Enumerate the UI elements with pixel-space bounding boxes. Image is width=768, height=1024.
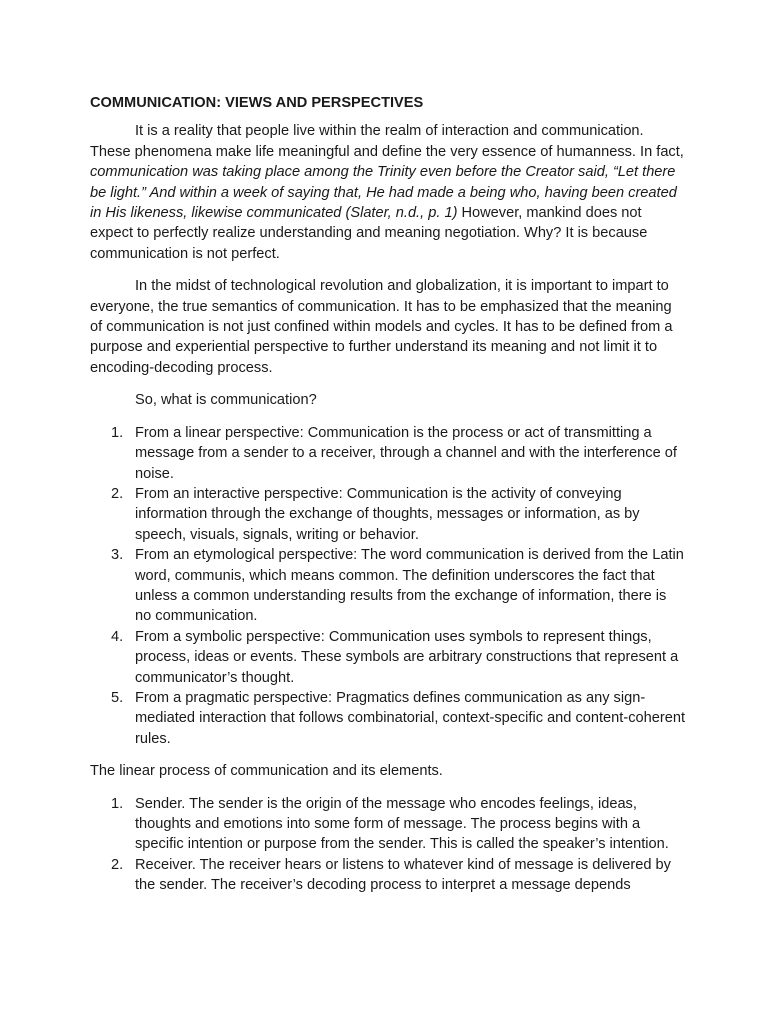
intro-text-a: It is a reality that people live within the realm of interaction and communication. These phenomena make life meaningful and define the very essence of humanness. In fact,	[90, 123, 684, 160]
list-number: 3.	[111, 547, 124, 564]
list-item	[90, 423, 686, 484]
list-item	[90, 688, 686, 749]
elements-list	[90, 794, 686, 896]
list-number: 2.	[111, 856, 124, 873]
intro-text-b: However, mankind does not expect to perfectly realize understanding and meaning negotiation. Why? It is because communication is not perfect.	[90, 205, 648, 262]
document-body	[90, 93, 686, 896]
section-heading: The linear process of communication and its elements.	[90, 763, 443, 780]
intro-paragraph	[90, 121, 686, 264]
list-number: 1.	[111, 795, 124, 812]
intro-citation-italic: communication was taking place among the Trinity even before the Creator said, “Let there be light.” And within a week of saying that, He had made a being who, having been created in His likeness, likewise communicated (Slater, n.d., p. 1)	[90, 164, 677, 222]
list-item-text: From a linear perspective: Communication is the process or act of transmitting a message from a sender to a receiver, through a channel and with the interference of noise.	[135, 424, 677, 482]
list-item	[90, 545, 686, 627]
page-title: COMMUNICATION: VIEWS AND PERSPECTIVES	[90, 95, 424, 111]
list-item	[90, 855, 686, 896]
perspectives-list	[90, 423, 686, 750]
list-item	[90, 484, 686, 545]
list-number: 5.	[111, 689, 124, 706]
list-item-text: From a pragmatic perspective: Pragmatics defines communication as any sign-mediated interaction that follows combinatorial, context-specific and content-coherent rules.	[135, 689, 685, 747]
list-item-text: From an interactive perspective: Communication is the activity of conveying information through the exchange of thoughts, messages or information, as by speech, visuals, signals, writing or behavior.	[135, 485, 640, 543]
list-item	[90, 627, 686, 688]
list-item	[90, 794, 686, 855]
list-number: 4.	[111, 628, 124, 645]
list-item-text: From an etymological perspective: The word communication is derived from the Latin word, communis, which means common. The definition underscores the fact that unless a common understanding results from the exchange of information, there is no communication.	[135, 547, 684, 625]
list-item-text: From a symbolic perspective: Communication uses symbols to represent things, process, ideas or events. These symbols are arbitrary constructions that represent a communicator’s thought.	[135, 628, 679, 686]
second-paragraph: In the midst of technological revolution and globalization, it is important to impart to everyone, the true semantics of communication. It has to be emphasized that the meaning of communication is not just confined within models and cycles. It has to be defined from a purpose and experiential perspective to further understand its meaning and not limit it to encoding-decoding process.	[90, 278, 673, 376]
list-item-text: Sender. The sender is the origin of the message who encodes feelings, ideas, thoughts and emotions into some form of message. The process begins with a specific intention or purpose from the sender. This is called the speaker’s intention.	[135, 795, 669, 853]
list-number: 2.	[111, 485, 124, 502]
list-number: 1.	[111, 424, 124, 441]
question-paragraph: So, what is communication?	[135, 392, 317, 409]
list-item-text: Receiver. The receiver hears or listens to whatever kind of message is delivered by the sender. The receiver’s decoding process to interpret a message depends	[135, 856, 671, 894]
